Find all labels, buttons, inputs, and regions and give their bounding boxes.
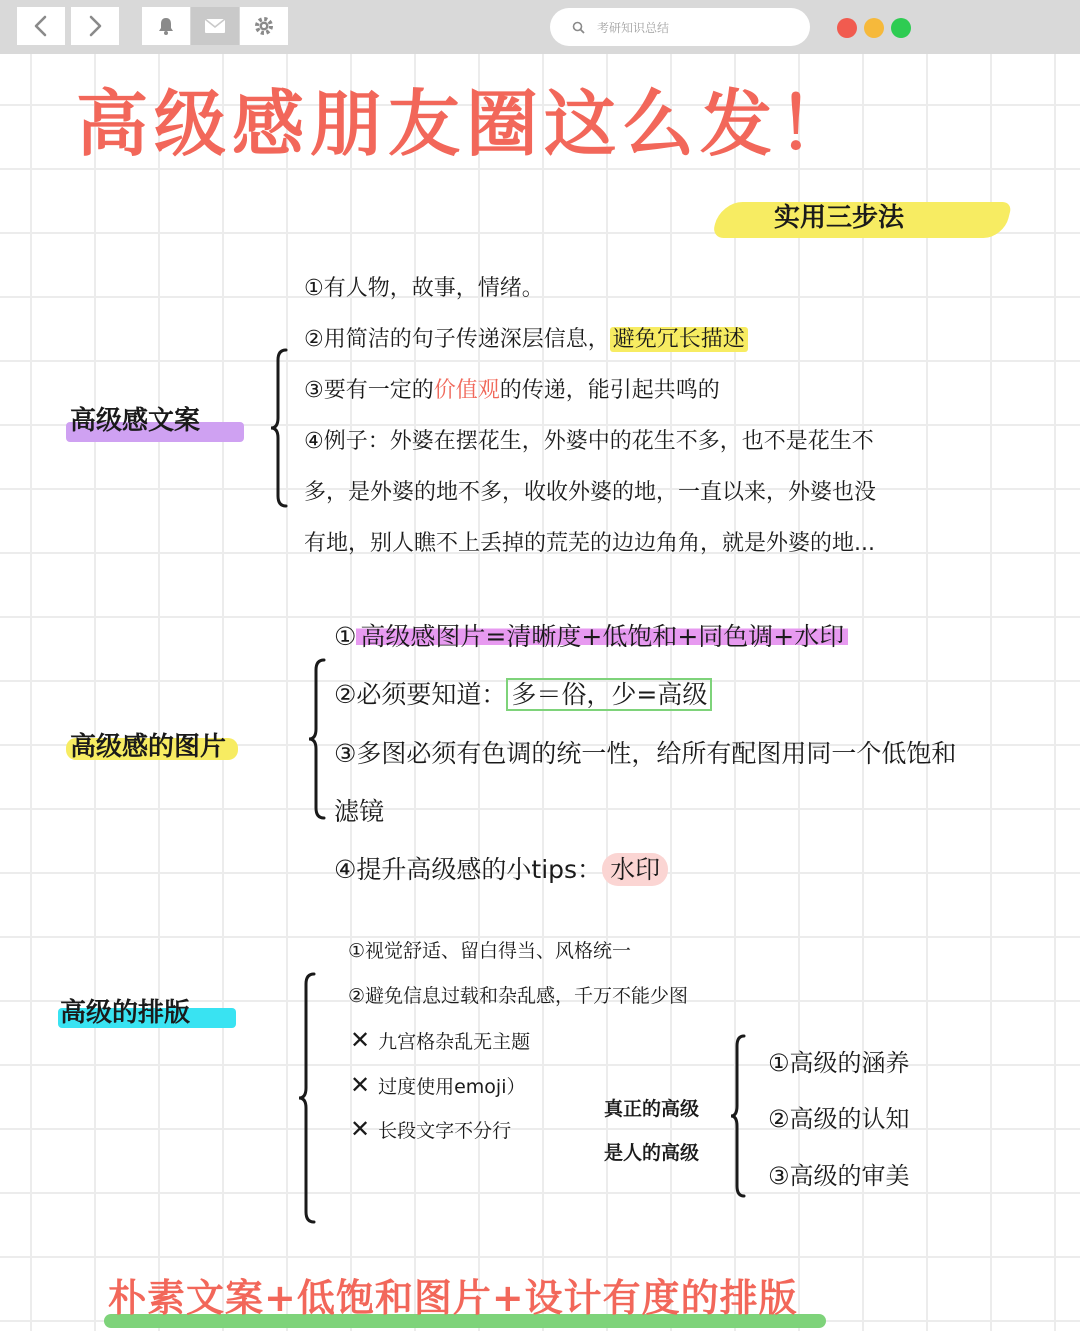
image-line-2-box: 多＝俗，少=高级 — [506, 678, 712, 711]
notifications-button[interactable] — [142, 7, 190, 45]
maximize-dot[interactable] — [891, 18, 911, 38]
mail-icon — [204, 18, 226, 34]
image-line-3: ③多图必须有色调的统一性，给所有配图用同一个低饱和 — [334, 739, 957, 768]
copy-line-2-text: ②用简洁的句子传递深层信息， — [304, 327, 610, 352]
x-icon: ✕ — [350, 1115, 371, 1143]
chevron-left-icon — [32, 15, 50, 37]
bell-icon — [156, 16, 176, 36]
chevron-right-icon — [86, 15, 104, 37]
section-label-text: 高级感文案 — [70, 406, 201, 436]
gear-icon — [253, 15, 275, 37]
section-label-text: 高级感的图片 — [70, 732, 227, 762]
layout-x-2-text: 过度使用emoji） — [378, 1076, 526, 1098]
page-title: 高级感朋友圈这么发！ — [76, 82, 857, 166]
layout-x-3-text: 长段文字不分行 — [378, 1120, 512, 1142]
close-dot[interactable] — [837, 18, 857, 38]
layout-line-1: ①视觉舒适、留白得当、风格统一 — [348, 940, 632, 962]
search-icon — [572, 21, 585, 34]
subtitle: 实用三步法 — [773, 203, 904, 233]
layout-x-3 — [350, 1116, 511, 1144]
search-input[interactable] — [550, 8, 810, 46]
section-label-text: 高级的排版 — [60, 998, 191, 1028]
footer-text: 朴素文案+低饱和图片+设计有度的排版 — [108, 1276, 798, 1320]
copy-line-1: ①有人物，故事，情绪。 — [304, 276, 544, 301]
subtitle-badge — [716, 196, 1008, 242]
copy-line-3-pre: ③要有一定的 — [304, 378, 434, 403]
right-line-2: ②高级的认知 — [768, 1105, 910, 1133]
copy-line-3 — [304, 376, 720, 406]
browser-toolbar — [0, 0, 1080, 54]
brace-copy — [268, 348, 290, 508]
x-icon: ✕ — [350, 1026, 371, 1054]
x-icon: ✕ — [350, 1071, 371, 1099]
image-line-1-num: ① — [334, 622, 357, 651]
brace-layout — [296, 972, 318, 1224]
copy-line-2-highlight: 避免冗长描述 — [610, 327, 748, 352]
image-line-5-text: ④提升高级感的小tips： — [334, 855, 603, 884]
image-line-4: 滤镜 — [334, 797, 385, 826]
brace-image — [306, 658, 328, 820]
layout-x-2 — [350, 1072, 526, 1100]
footer-summary — [104, 1274, 834, 1330]
copy-line-4: ④例子：外婆在摆花生，外婆中的花生不多，也不是花生不 — [304, 429, 874, 454]
minimize-dot[interactable] — [864, 18, 884, 38]
image-line-1 — [334, 620, 848, 654]
layout-x-1-text: 九宫格杂乱无主题 — [378, 1031, 531, 1053]
mid-label-2: 是人的高级 — [604, 1142, 700, 1164]
layout-x-1 — [350, 1027, 530, 1055]
mid-label-1: 真正的高级 — [604, 1098, 700, 1120]
image-line-1-highlight: 高级感图片=清晰度+低饱和+同色调+水印 — [356, 622, 848, 651]
layout-line-2: ②避免信息过载和杂乱感，千万不能少图 — [348, 985, 689, 1007]
brace-right — [728, 1034, 748, 1198]
settings-button[interactable] — [240, 7, 288, 45]
forward-button[interactable] — [71, 7, 119, 45]
copy-line-3-post: 的传递，能引起共鸣的 — [499, 378, 720, 403]
right-line-1: ①高级的涵养 — [768, 1049, 910, 1077]
image-line-2-text: ②必须要知道： — [334, 680, 507, 709]
search-placeholder: 考研知识总结 — [597, 20, 670, 35]
right-line-3: ③高级的审美 — [768, 1162, 910, 1190]
image-line-2 — [334, 678, 712, 712]
image-line-5 — [334, 853, 668, 887]
copy-line-3-highlight: 价值观 — [433, 378, 500, 403]
mail-button[interactable] — [191, 7, 239, 45]
copy-line-2 — [304, 325, 748, 355]
image-line-5-pill: 水印 — [602, 853, 668, 886]
back-button[interactable] — [17, 7, 65, 45]
copy-line-5: 多，是外婆的地不多，收收外婆的地，一直以来，外婆也没 — [304, 480, 877, 505]
copy-line-6: 有地，别人瞧不上丢掉的荒芜的边边角角，就是外婆的地... — [304, 531, 875, 556]
